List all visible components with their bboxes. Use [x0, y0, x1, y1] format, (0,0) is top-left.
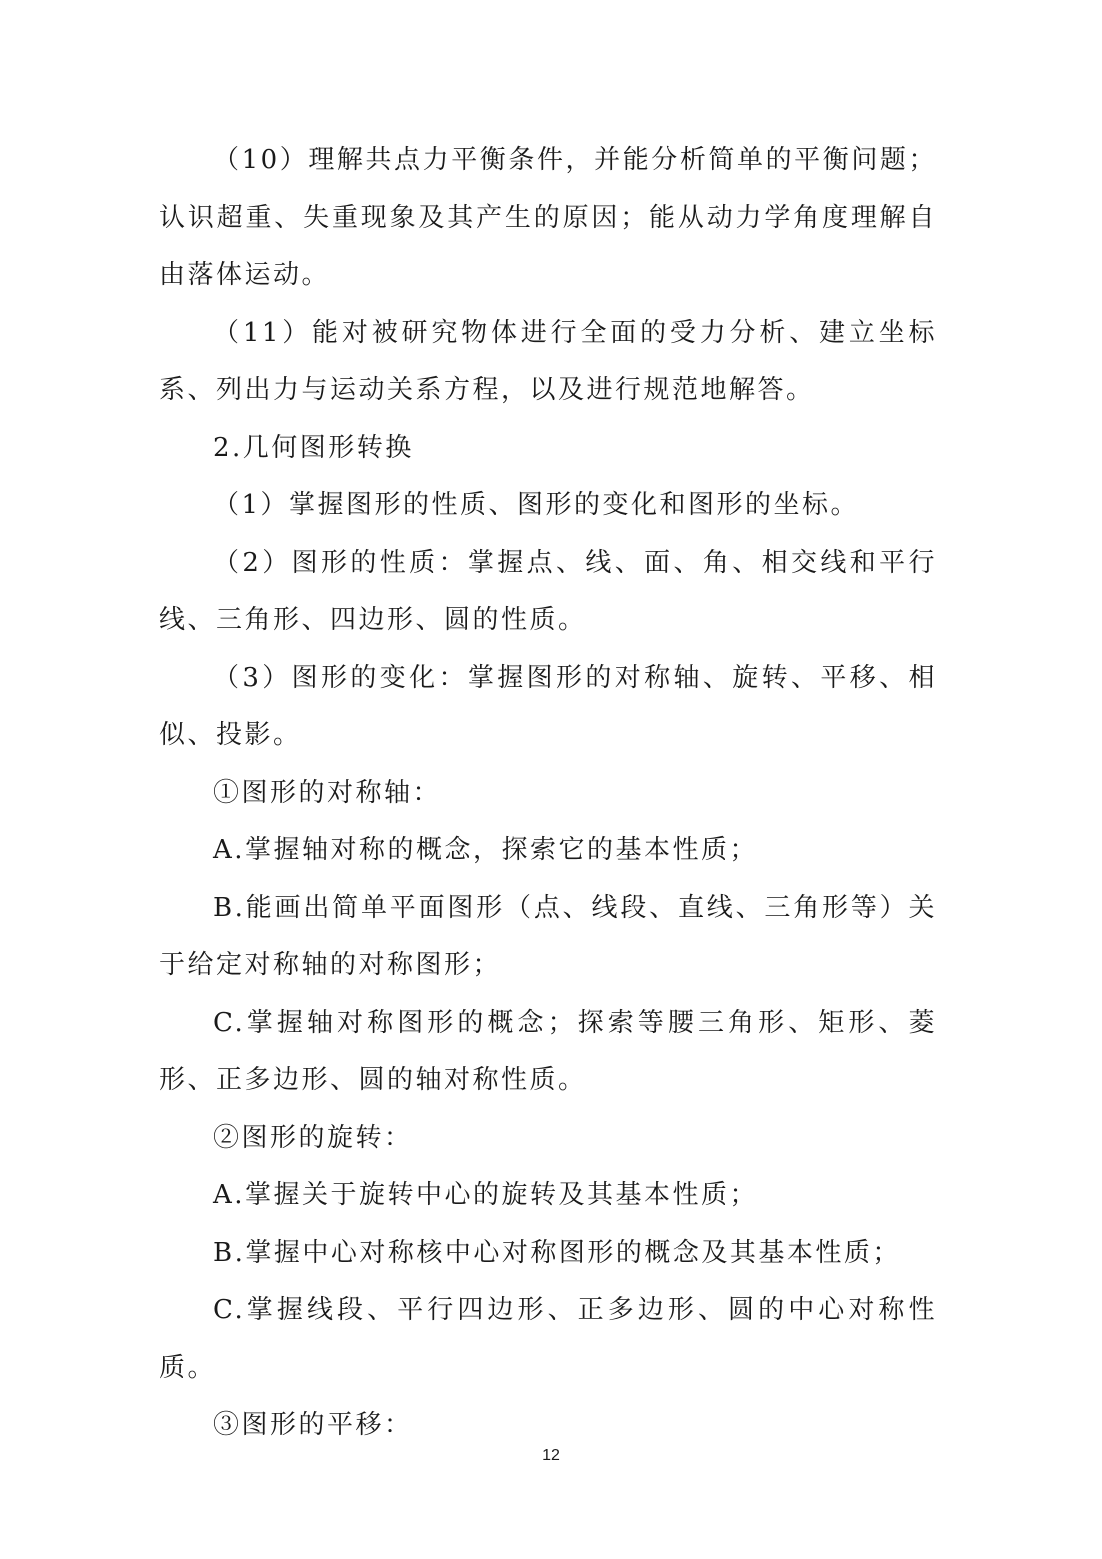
paragraph-item-2: （2）图形的性质：掌握点、线、面、角、相交线和平行线、三角形、四边形、圆的性质。 [159, 547, 937, 635]
subheading-symmetry-axis: ①图形的对称轴： [213, 777, 442, 808]
paragraph-item-3: （3）图形的变化：掌握图形的对称轴、旋转、平移、相似、投影。 [159, 662, 937, 750]
rotation-point-c: C.掌握线段、平行四边形、正多边形、圆的中心对称性质。 [159, 1295, 937, 1383]
page-body [159, 132, 937, 1455]
symmetry-point-c: C.掌握轴对称图形的概念；探索等腰三角形、矩形、菱形、正多边形、圆的轴对称性质。 [159, 1007, 937, 1095]
page-number: 12 [542, 1447, 560, 1464]
subheading-translation: ③图形的平移： [213, 1410, 413, 1440]
symmetry-point-b: B.能画出简单平面图形（点、线段、直线、三角形等）关于给定对称轴的对称图形； [159, 892, 937, 980]
rotation-point-b: B.掌握中心对称核中心对称图形的概念及其基本性质； [213, 1237, 901, 1268]
symmetry-point-a: A.掌握轴对称的概念，探索它的基本性质； [213, 835, 759, 865]
subheading-rotation: ②图形的旋转： [213, 1122, 413, 1153]
section-heading-geometry: 2.几何图形转换 [213, 432, 414, 463]
paragraph-item-10: （10）理解共点力平衡条件，并能分析简单的平衡问题；认识超重、失重现象及其产生的原因；能从动力学角度理解自由落体运动。 [159, 145, 937, 290]
paragraph-item-1: （1）掌握图形的性质、图形的变化和图形的坐标。 [213, 490, 860, 520]
rotation-point-a: A.掌握关于旋转中心的旋转及其基本性质； [213, 1180, 759, 1210]
paragraph-item-11: （11）能对被研究物体进行全面的受力分析、建立坐标系、列出力与运动关系方程，以及进行规范地解答。 [159, 317, 937, 405]
